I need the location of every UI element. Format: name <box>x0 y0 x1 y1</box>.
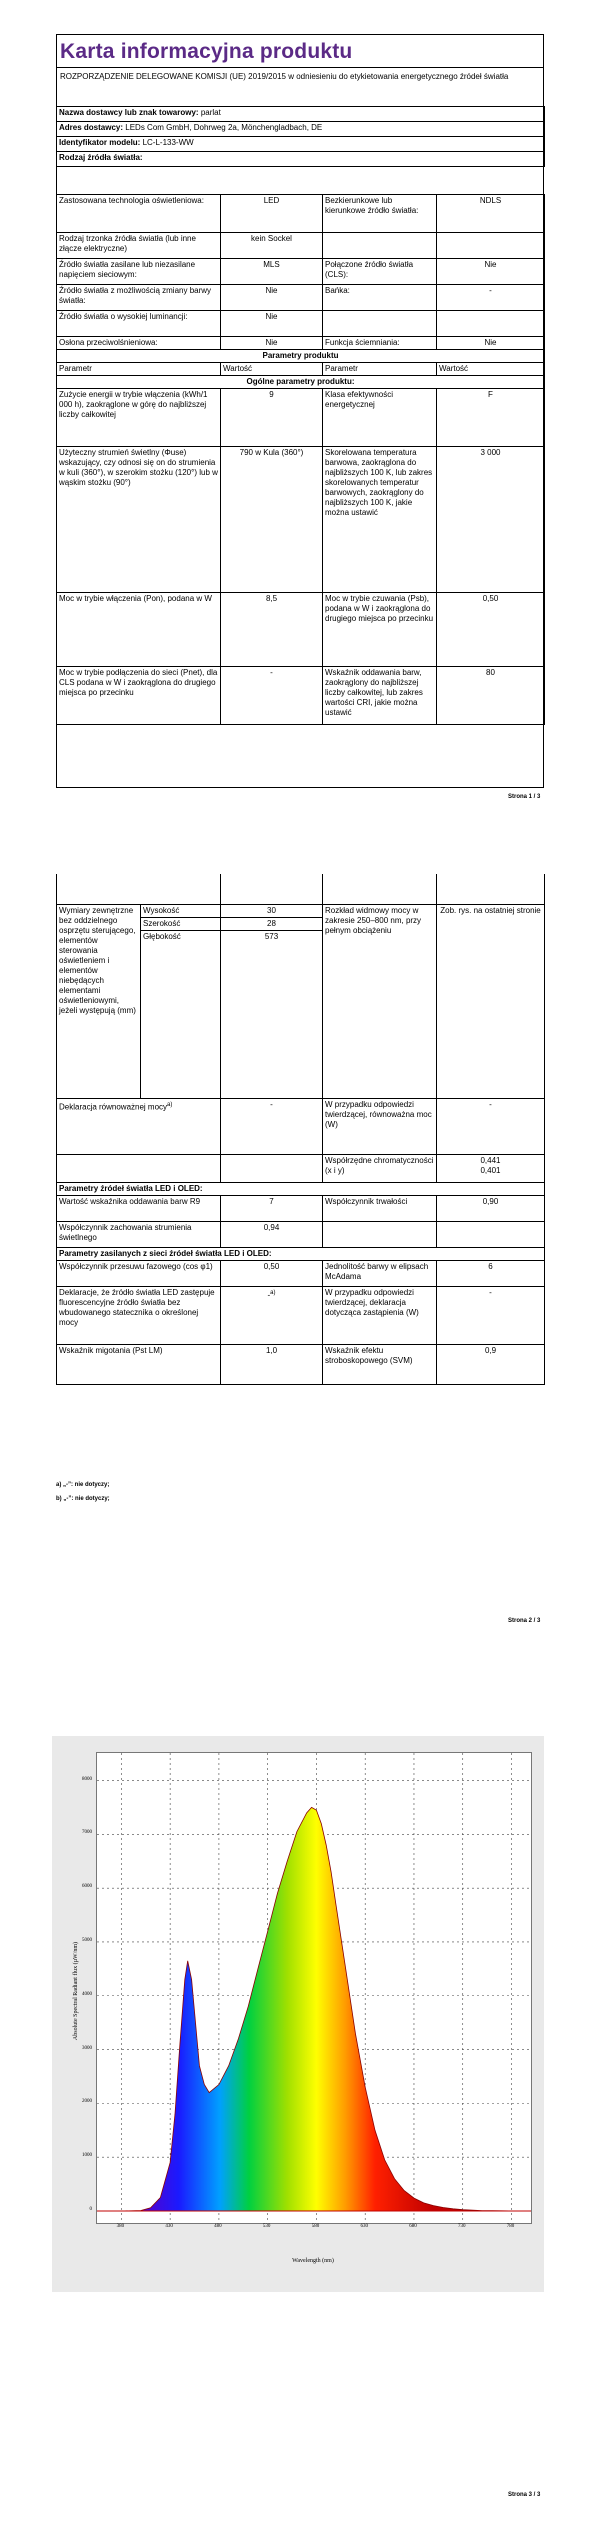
general-row-label: Moc w trybie włączenia (Pon), podana w W <box>57 593 221 667</box>
type-row-value: Nie <box>221 285 323 311</box>
page-footer: Strona 2 / 3 <box>508 1618 541 1624</box>
equiv-footnote-mark: a) <box>167 1101 173 1108</box>
lumen-label: Współczynnik zachowania strumienia świetlnego <box>57 1221 221 1247</box>
type-row-label-2: Bańka: <box>323 285 437 311</box>
general-row-value: 9 <box>221 389 323 447</box>
equiv-label: Deklaracja równoważnej mocy <box>59 1102 168 1112</box>
dimension-value: 30 <box>221 904 323 917</box>
led-params-header: Parametry źródeł światła LED i OLED: <box>57 1182 545 1195</box>
type-row-label-2 <box>323 233 437 259</box>
x-tick-label: 380 <box>116 2224 125 2229</box>
mains-row-value: 1,0 <box>221 1344 323 1384</box>
mains-row-label-2: Jednolitość barwy w elipsach McAdama <box>323 1260 437 1286</box>
general-row-value-2: 3 000 <box>437 447 545 593</box>
type-row-label-2: Bezkierunkowe lub kierunkowe źródło światła: <box>323 195 437 233</box>
spectrum-chart <box>52 1736 544 2292</box>
type-row-label-2: Funkcja ściemniania: <box>323 337 437 350</box>
regulation-text: ROZPORZĄDZENIE DELEGOWANE KOMISJI (UE) 2019/2015 w odniesieniu do etykietowania energetycznego źródeł światła <box>60 72 509 81</box>
lumen-value: 0,94 <box>221 1221 323 1247</box>
x-tick-label: 480 <box>214 2224 222 2229</box>
spectrum-area <box>121 1807 511 2211</box>
col-value-2: Wartość <box>437 363 545 376</box>
page-footer: Strona 1 / 3 <box>508 794 541 800</box>
col-param: Parametr <box>57 363 221 376</box>
type-row-value: Nie <box>221 337 323 350</box>
mains-row-value-2: 6 <box>437 1260 545 1286</box>
general-row-value: 790 w Kula (360°) <box>221 447 323 593</box>
type-row-value: LED <box>221 195 323 233</box>
type-row-label: Źródło światła o wysokiej luminancji: <box>57 311 221 337</box>
general-row-label: Moc w trybie podłączenia do sieci (Pnet), dla CLS podana w W i zaokrąglona do drugiego miejsca po przecinku <box>57 667 221 725</box>
mains-row-label: Współczynnik przesuwu fazowego (cos φ1) <box>57 1260 221 1286</box>
general-row-label-2: Skorelowana temperatura barwowa, zaokrąglona do najbliższych 100 K, lub zakres skorelowanych temperatur barwowych, zaokrąglony do najbliższych 100 K, jakie można ustawić <box>323 447 437 593</box>
mains-row-value: 0,50 <box>221 1260 323 1286</box>
general-row-label-2: Wskaźnik oddawania barw, zaokrąglony do najbliższej liczby całkowitej, lub zakres wartości CRI, jakie można ustawić <box>323 667 437 725</box>
type-row-label-2: Połączone źródło światła (CLS): <box>323 259 437 285</box>
source-type-header: Rodzaj źródła światła: <box>57 152 545 167</box>
y-tick-label: 1000 <box>82 2153 92 2159</box>
dimension-value: 28 <box>221 917 323 930</box>
dimension-label: Wysokość <box>141 904 221 917</box>
type-row-label: Źródło światła z możliwością zmiany barwy światła: <box>57 285 221 311</box>
equiv-label-2: W przypadku odpowiedzi twierdzącej, równoważna moc (W) <box>323 1098 437 1154</box>
type-row-label: Źródło światła zasilane lub niezasilane napięciem sieciowym: <box>57 259 221 285</box>
general-row-value: - <box>221 667 323 725</box>
general-row-value: 8,5 <box>221 593 323 667</box>
type-row-label: Osłona przeciwolśnieniowa: <box>57 337 221 350</box>
source-type-table <box>56 194 545 725</box>
x-tick-label: 680 <box>409 2224 417 2229</box>
mains-row-label-2: W przypadku odpowiedzi twierdzącej, deklaracja dotycząca zastąpienia (W) <box>323 1286 437 1344</box>
mains-row-value: - <box>267 1290 271 1300</box>
mains-footnote-mark: a) <box>270 1289 276 1296</box>
general-row-value-2: 80 <box>437 667 545 725</box>
model-label: Identyfikator modelu: <box>59 138 141 147</box>
equiv-value-2: - <box>437 1098 545 1154</box>
general-row-label: Użyteczny strumień świetlny (Φuse) wskazujący, czy odnosi się on do strumienia w kuli (360°), w szerokim stożku (120°) lub w wąskim stożku (90°) <box>57 447 221 593</box>
dimensions-table <box>56 874 545 1385</box>
supplier-address-label: Adres dostawcy: <box>59 123 124 132</box>
page-footer: Strona 3 / 3 <box>508 2492 541 2498</box>
type-row-value-2: - <box>437 285 545 311</box>
plot-area <box>96 1752 532 2224</box>
y-tick-label: 4000 <box>82 1991 92 1997</box>
type-row-value: kein Sockel <box>221 233 323 259</box>
dimensions-label: Wymiary zewnętrzne bez oddzielnego osprzętu sterującego, elementów sterowania oświetleniem i elementów niebędących elementami oświetleniowymi, jeżeli występują (mm) <box>57 904 141 1098</box>
survival-label: Współczynnik trwałości <box>323 1195 437 1221</box>
type-row-label-2 <box>323 311 437 337</box>
dimension-value: 573 <box>221 930 323 1098</box>
x-tick-label: 530 <box>262 2224 271 2229</box>
page-title: Karta informacyjna produktu <box>60 40 353 63</box>
x-axis-label: Wavelength (nm) <box>292 2258 334 2264</box>
x-tick-label: 580 <box>311 2224 320 2229</box>
spectrum-svg <box>97 1753 531 2223</box>
y-tick-label: 0 <box>89 2207 92 2212</box>
mains-row-label: Wskaźnik migotania (Pst LM) <box>57 1344 221 1384</box>
dimension-label: Szerokość <box>141 917 221 930</box>
model-id: LC-L-133-WW <box>142 138 194 147</box>
title-divider <box>56 67 544 68</box>
spectral-value: Zob. rys. na ostatniej stronie <box>437 904 545 1098</box>
col-value: Wartość <box>221 363 323 376</box>
mains-row-label-2: Wskaźnik efektu stroboskopowego (SVM) <box>323 1344 437 1384</box>
footnote-b: b) „-”: nie dotyczy; <box>56 1496 110 1502</box>
y-tick-label: 5000 <box>82 1937 92 1943</box>
type-row-value-2: Nie <box>437 337 545 350</box>
footnote-a: a) „-”: nie dotyczy; <box>56 1482 110 1488</box>
supplier-address: LEDs Com GmbH, Dohrweg 2a, Mönchengladbach, DE <box>125 123 323 132</box>
mains-row-value-2: 0,9 <box>437 1344 545 1384</box>
x-tick-label: 430 <box>165 2224 173 2229</box>
general-row-label-2: Klasa efektywności energetycznej <box>323 389 437 447</box>
y-tick-label: 2000 <box>82 2099 92 2105</box>
dimension-label: Głębokość <box>141 930 221 1098</box>
type-row-value-2 <box>437 311 545 337</box>
type-row-value-2 <box>437 233 545 259</box>
supplier-table <box>56 106 545 167</box>
y-axis-label: Absolute Spectral Radiant flux (µW/nm) <box>73 1941 79 2041</box>
type-row-value-2: Nie <box>437 259 545 285</box>
type-row-value-2: NDLS <box>437 195 545 233</box>
x-tick-label: 780 <box>506 2224 515 2229</box>
general-row-label-2: Moc w trybie czuwania (Psb), podana w W i zaokrąglona do drugiego miejsca po przecinku <box>323 593 437 667</box>
type-row-value: MLS <box>221 259 323 285</box>
col-param-2: Parametr <box>323 363 437 376</box>
y-tick-label: 7000 <box>82 1830 92 1836</box>
x-tick-label: 630 <box>360 2224 368 2229</box>
y-tick-label: 6000 <box>82 1884 92 1890</box>
page-2 <box>0 860 595 1680</box>
supplier-name: parlat <box>200 108 221 117</box>
general-row-value-2: F <box>437 389 545 447</box>
mains-row-value-2: - <box>437 1286 545 1344</box>
type-row-label: Rodzaj trzonka źródła światła (lub inne złącze elektryczne) <box>57 233 221 259</box>
mains-row-label: Deklaracje, że źródło światła LED zastępuje fluorescencyjne źródło światła bez wbudowanego statecznika o określonej mocy <box>57 1286 221 1344</box>
r9-value: 7 <box>221 1195 323 1221</box>
survival-value: 0,90 <box>437 1195 545 1221</box>
general-params-header: Ogólne parametry produktu: <box>57 376 545 389</box>
params-header: Parametry produktu <box>57 350 545 363</box>
y-tick-label: 3000 <box>82 2045 92 2051</box>
r9-label: Wartość wskaźnika oddawania barw R9 <box>57 1195 221 1221</box>
page-1 <box>0 0 595 840</box>
general-row-label: Zużycie energii w trybie włączenia (kWh/1 000 h), zaokrąglone w górę do najbliższej liczby całkowitej <box>57 389 221 447</box>
type-row-label: Zastosowana technologia oświetleniowa: <box>57 195 221 233</box>
equiv-value: - <box>221 1098 323 1154</box>
y-tick-label: 8000 <box>82 1776 92 1782</box>
chroma-label: Współrzędne chromatyczności (x i y) <box>323 1154 437 1182</box>
type-row-value: Nie <box>221 311 323 337</box>
mains-params-header: Parametry zasilanych z sieci źródeł światła LED i OLED: <box>57 1247 545 1260</box>
general-row-value-2: 0,50 <box>437 593 545 667</box>
supplier-name-label: Nazwa dostawcy lub znak towarowy: <box>59 108 199 117</box>
x-tick-label: 730 <box>457 2224 466 2229</box>
spectral-label: Rozkład widmowy mocy w zakresie 250–800 nm, przy pełnym obciążeniu <box>323 904 437 1098</box>
chroma-value: 0,441 0,401 <box>437 1154 545 1182</box>
